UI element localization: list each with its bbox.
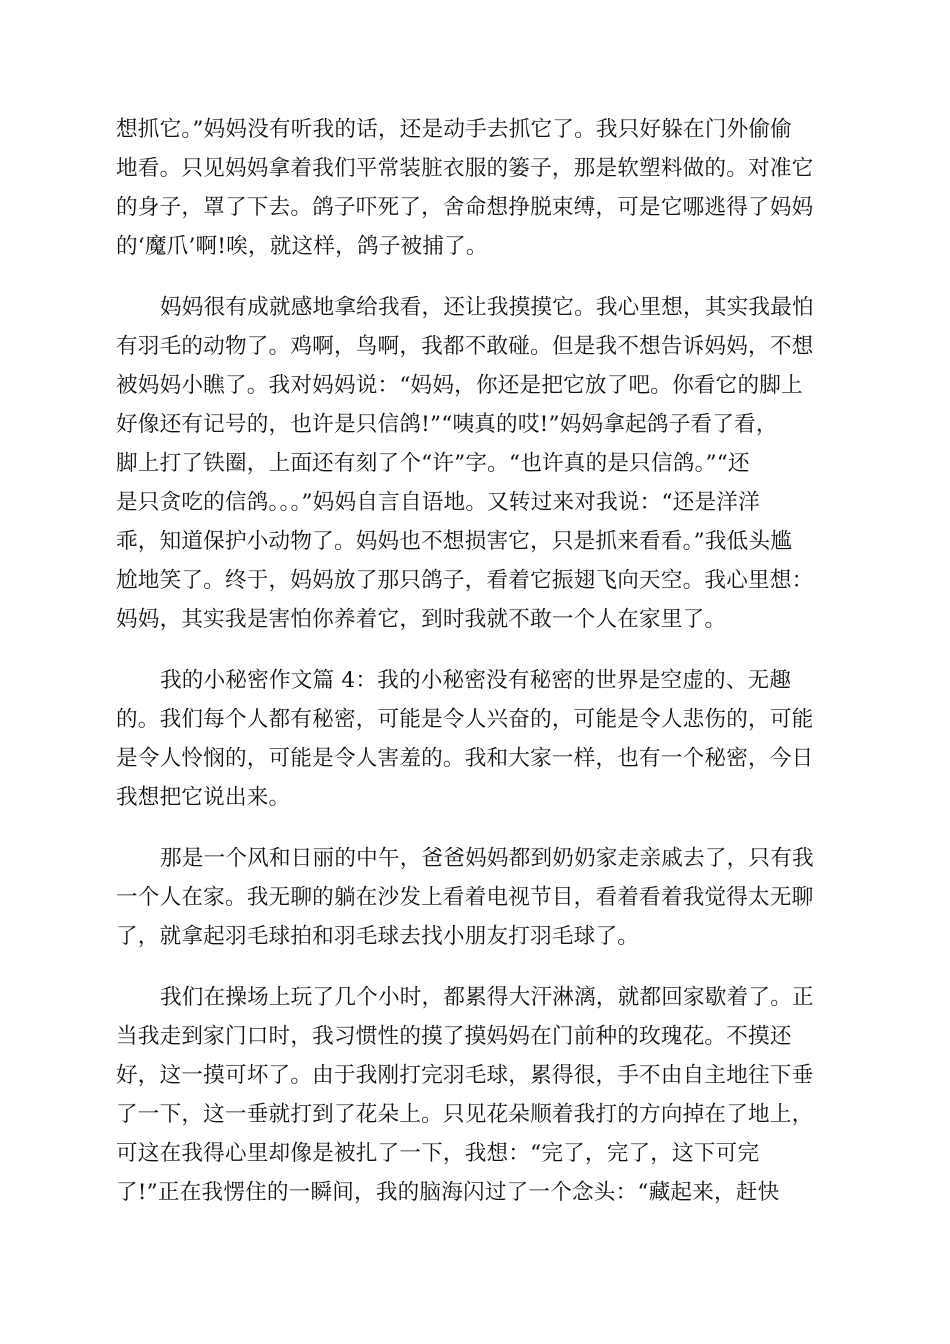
text-line: 了一下，这一垂就打到了花朵上。只见花朵顺着我打的方向掉在了地上， — [116, 1102, 814, 1127]
text-line: 了!”正在我愣住的一瞬间，我的脑海闪过了一个念头：“藏起来，赶快 — [116, 1180, 780, 1205]
text-line: 妈妈，其实我是害怕你养着它，到时我就不敢一个人在家里了。 — [116, 607, 727, 632]
text-line: 那是一个风和日丽的中午，爸爸妈妈都到奶奶家走亲戚去了，只有我 — [160, 846, 814, 871]
document-page — [116, 110, 836, 1234]
text-line: 了，就拿起羽毛球拍和羽毛球去找小朋友打羽毛球了。 — [116, 924, 640, 949]
text-line: 乖，知道保护小动物了。妈妈也不想损害它，只是抓来看看。”我低头尴 — [116, 529, 793, 554]
text-line: 的。我们每个人都有秘密，可能是令人兴奋的，可能是令人悲伤的，可能 — [116, 707, 814, 732]
text-line: 想抓它。”妈妈没有听我的话，还是动手去抓它了。我只好躲在门外偷偷 — [116, 117, 793, 142]
text-line: 我的小秘密作文篇 4：我的小秘密没有秘密的世界是空虚的、无趣 — [160, 668, 792, 693]
text-line: 好，这一摸可坏了。由于我刚打完羽毛球，累得很，手不由自主地往下垂 — [116, 1063, 814, 1088]
text-line: 是令人怜悯的，可能是令人害羞的。我和大家一样，也有一个秘密，今日 — [116, 746, 814, 771]
text-line: 当我走到家门口时，我习惯性的摸了摸妈妈在门前种的玫瑰花。不摸还 — [116, 1024, 792, 1049]
text-line: 被妈妈小瞧了。我对妈妈说：“妈妈，你还是把它放了吧。你看它的脚上 — [116, 373, 803, 398]
text-line: 地看。只见妈妈拿着我们平常装脏衣服的篓子，那是软塑料做的。对准它 — [116, 156, 814, 181]
paragraph-1 — [116, 110, 836, 266]
paragraph-3 — [116, 661, 836, 817]
text-line: 是只贪吃的信鸽。。。”妈妈自言自语地。又转过来对我说：“还是洋洋 — [116, 490, 760, 515]
text-line: 我们在操场上玩了几个小时，都累得大汗淋漓，就都回家歇着了。正 — [160, 985, 814, 1010]
text-line: 尬地笑了。终于，妈妈放了那只鸽子，看着它振翅飞向天空。我心里想： — [116, 568, 814, 593]
paragraph-4 — [116, 839, 836, 956]
paragraph-2 — [116, 288, 836, 639]
text-line: 脚上打了铁圈，上面还有刻了个“许”字。“也许真的是只信鸽。”“还 — [116, 451, 750, 476]
text-line: 妈妈很有成就感地拿给我看，还让我摸摸它。我心里想，其实我最怕 — [160, 295, 814, 320]
text-line: 好像还有记号的，也许是只信鸽!”“咦真的哎!”妈妈拿起鸽子看了看， — [116, 412, 778, 437]
text-line: 的身子，罩了下去。鸽子吓死了，舍命想挣脱束缚，可是它哪逃得了妈妈 — [116, 195, 814, 220]
paragraph-5 — [116, 978, 836, 1212]
text-line: 一个人在家。我无聊的躺在沙发上看着电视节目，看着看着我觉得太无聊 — [116, 885, 814, 910]
text-line: 有羽毛的动物了。鸡啊，鸟啊，我都不敢碰。但是我不想告诉妈妈，不想 — [116, 334, 814, 359]
text-line: 可这在我得心里却像是被扎了一下，我想：“完了，完了，这下可完 — [116, 1141, 760, 1166]
text-line: 的‘魔爪’啊!唉，就这样，鸽子被捕了。 — [116, 234, 488, 259]
text-line: 我想把它说出来。 — [116, 785, 291, 810]
